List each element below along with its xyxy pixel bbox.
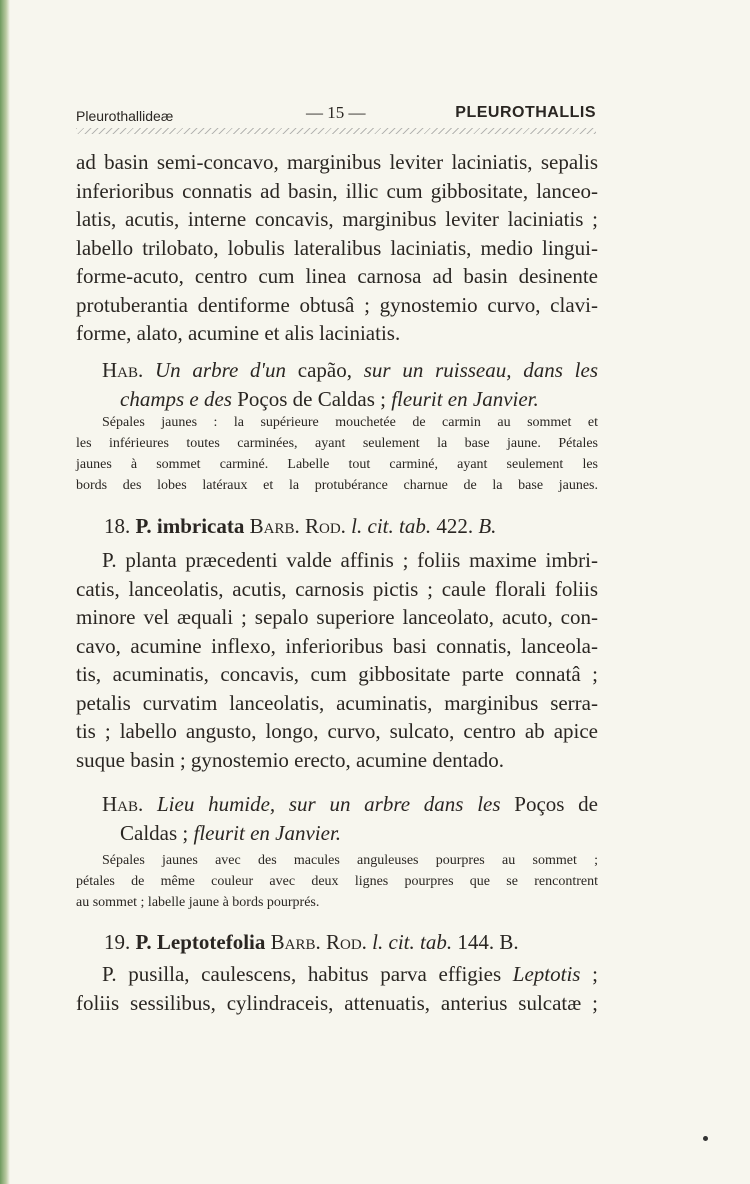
text-line: forme, alato, acumine et alis laciniatis. xyxy=(76,321,401,345)
note-line: bords des lobes latéraux et la protubérance charnue de la base jaunes. xyxy=(76,478,598,493)
text-line: minore vel æquali ; sepalo superiore lanceolato, acuto, con- xyxy=(76,605,598,629)
species-author: Barb. Rod. xyxy=(244,514,352,538)
description-18 xyxy=(76,546,598,774)
text-line: foliis sessilibus, cylindraceis, attenuatis, anterius sulcatæ ; xyxy=(76,990,598,1015)
text-line: forme-acuto, centro cum linea carnosa ad basin desinente xyxy=(76,264,598,288)
species-name: P. Leptotefolia xyxy=(135,930,266,954)
color-note-2 xyxy=(76,850,598,913)
text-line: catis, lanceolatis, acutis, carnosis pictis ; caule florali foliis xyxy=(76,576,598,601)
header-rule xyxy=(76,128,596,134)
text-line: suque basin ; gynostemio erecto, acumine dentado. xyxy=(76,747,505,772)
note-line: jaunes à sommet carminé. Labelle tout carminé, ayant seulement les xyxy=(76,457,598,472)
text-line: tis ; labello angusto, longo, curvo, sulcato, centro ab apice xyxy=(76,719,598,743)
species-number: 19. xyxy=(104,930,131,954)
habitat-1 xyxy=(76,356,598,413)
note-line: pétales de même couleur avec deux lignes pourpres que se rencontrent xyxy=(76,874,598,889)
text-line: protuberantia dentiforme obtusâ ; gynostemio curvo, clavi- xyxy=(76,292,598,317)
header-genus: PLEUROTHALLIS xyxy=(455,104,596,121)
text-line: latis, acutis, interne concavis, marginibus leviter laciniatis ; xyxy=(76,207,598,231)
description-19 xyxy=(76,960,598,1017)
species-author: Barb. Rod. xyxy=(265,930,373,954)
color-note-1 xyxy=(76,412,598,496)
habitat-label: Hab. xyxy=(102,358,144,382)
habitat-label: Hab. xyxy=(102,792,144,816)
habitat-2 xyxy=(76,790,598,847)
species-heading: 18. P. imbricata Barb. Rod. l. cit. tab. 422. B. xyxy=(104,514,497,538)
text-line: labello trilobato, lobulis lateralibus laciniatis, medio lingui- xyxy=(76,235,598,260)
header-family: Pleurothallideæ xyxy=(76,108,174,124)
page-number: — 15 — xyxy=(306,103,366,122)
note-line: les inférieures toutes carminées, ayant seulement la base jaune. Pétales xyxy=(76,436,598,451)
habitat-line: Caldas ; fleurit en Janvier. xyxy=(120,820,342,845)
text-line: petalis curvatim lanceolatis, acuminatis, marginibus serra- xyxy=(76,690,598,715)
page-edge xyxy=(0,0,10,1184)
species-number: 18. xyxy=(104,514,131,538)
note-line: Sépales jaunes : la supérieure mouchetée de carmin au sommet et xyxy=(102,415,598,430)
species-entry-18 xyxy=(76,512,598,541)
note-line: Sépales jaunes avec des macules anguleuses pourpres au sommet ; xyxy=(102,853,598,868)
text-line: P. pusilla, caulescens, habitus parva effigies Leptotis ; xyxy=(102,962,598,986)
speck xyxy=(703,1136,708,1141)
habitat-line: Hab. Lieu humide, sur un arbre dans les Poços de xyxy=(102,792,599,816)
habitat-line: Hab. Un arbre d'un capão, sur un ruisseau, dans les xyxy=(102,358,598,382)
habitat-line: champs e des Poços de Caldas ; fleurit en Janvier. xyxy=(120,386,539,411)
note-line: au sommet ; labelle jaune à bords pourprés. xyxy=(76,895,320,910)
text-line: cavo, acumine inflexo, inferioribus basi connatis, lanceola- xyxy=(76,633,598,658)
running-header xyxy=(76,98,596,128)
text-line: tis, acuminatis, concavis, cum gibbositate parte connatâ ; xyxy=(76,662,598,686)
text-line: P. planta præcedenti valde affinis ; foliis maxime imbri- xyxy=(102,548,598,572)
text-line: inferioribus connatis ad basin, illic cum gibbositate, lanceo- xyxy=(76,178,598,203)
species-heading: 19. P. Leptotefolia Barb. Rod. l. cit. tab. 144. B. xyxy=(104,930,519,954)
species-name: P. imbricata xyxy=(135,514,245,538)
text-line: ad basin semi-concavo, marginibus leviter laciniatis, sepalis xyxy=(76,150,598,174)
description-continued xyxy=(76,148,598,348)
species-entry-19 xyxy=(76,928,598,957)
